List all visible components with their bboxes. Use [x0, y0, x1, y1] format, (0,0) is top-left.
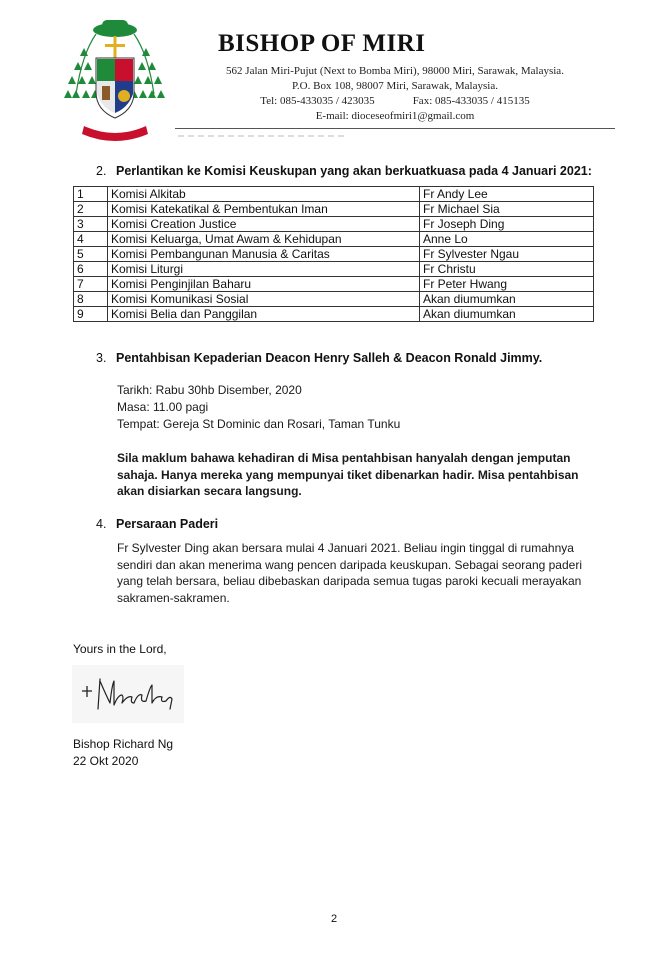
commission-appointee: Anne Lo: [420, 232, 594, 247]
table-row: [74, 202, 594, 217]
table-row: [74, 217, 594, 232]
commission-number: 8: [74, 292, 108, 307]
letter-date: 22 Okt 2020: [73, 754, 139, 768]
closing-salutation: Yours in the Lord,: [73, 642, 167, 656]
commission-name: Komisi Belia dan Panggilan: [108, 307, 420, 322]
commission-appointee: Akan diumumkan: [420, 307, 594, 322]
ordination-date: Tarikh: Rabu 30hb Disember, 2020: [117, 383, 302, 397]
section-3-heading: [96, 351, 542, 365]
commission-number: 9: [74, 307, 108, 322]
signature-area: [72, 665, 184, 723]
letterhead-po-box: P.O. Box 108, 98007 Miri, Sarawak, Malaysia.: [292, 80, 498, 92]
section-number: 2.: [96, 164, 107, 178]
signature-icon: [72, 665, 184, 723]
letterhead-address: 562 Jalan Miri-Pujut (Next to Bomba Miri), 98000 Miri, Sarawak, Malaysia.: [226, 65, 564, 77]
commission-number: 7: [74, 277, 108, 292]
commission-name: Komisi Komunikasi Sosial: [108, 292, 420, 307]
commission-number: 2: [74, 202, 108, 217]
section-title: Perlantikan ke Komisi Keuskupan yang akan berkuatkuasa pada 4 Januari 2021:: [116, 164, 592, 178]
commission-appointee: Fr Peter Hwang: [420, 277, 594, 292]
commission-appointee: Fr Christu: [420, 262, 594, 277]
commission-number: 6: [74, 262, 108, 277]
retirement-paragraph: Fr Sylvester Ding akan bersara mulai 4 Januari 2021. Beliau ingin tinggal di rumahnya sendiri dan akan menerima wang pencen daripada keuskupan. Sebagai seorang paderi yang telah bersara, beliau dibebaskan daripada semua tugas paroki kecuali merayakan sakramen-sakramen.: [117, 541, 582, 605]
ordination-place: Tempat: Gereja St Dominic dan Rosari, Taman Tunku: [117, 417, 401, 431]
commission-appointee: Akan diumumkan: [420, 292, 594, 307]
section-4-heading: [96, 517, 218, 531]
commission-number: 4: [74, 232, 108, 247]
signer-name: Bishop Richard Ng: [73, 737, 174, 751]
commission-appointee: Fr Joseph Ding: [420, 217, 594, 232]
page-number: 2: [330, 913, 338, 925]
diocese-crest-icon: [62, 14, 168, 148]
faint-bleedthrough-line: [178, 135, 348, 137]
table-row: [74, 247, 594, 262]
table-row: [74, 307, 594, 322]
section-number: 3.: [96, 351, 107, 365]
letterhead-title: BISHOP OF MIRI: [218, 30, 426, 57]
letterhead-fax: Fax: 085-433035 / 415135: [412, 95, 530, 107]
section-title: Pentahbisan Kepaderian Deacon Henry Salleh & Deacon Ronald Jimmy.: [116, 351, 543, 365]
table-row: [74, 262, 594, 277]
commission-appointee: Fr Andy Lee: [420, 187, 594, 202]
ordination-notice: Sila maklum bahawa kehadiran di Misa pentahbisan hanyalah dengan jemputan sahaja. Hanya mereka yang mempunyai tiket dibenarkan hadir. Misa pentahbisan akan disiarkan secara langsung.: [117, 451, 579, 498]
section-number: 4.: [96, 517, 107, 531]
section-title: Persaraan Paderi: [116, 517, 219, 531]
letterhead-divider: [175, 128, 615, 129]
commission-name: Komisi Penginjilan Baharu: [108, 277, 420, 292]
commission-appointee: Fr Sylvester Ngau: [420, 247, 594, 262]
letterhead-tel: Tel: 085-433035 / 423035: [260, 95, 375, 107]
table-row: [74, 232, 594, 247]
commission-name: Komisi Pembangunan Manusia & Caritas: [108, 247, 420, 262]
commission-number: 1: [74, 187, 108, 202]
letterhead-contact: [160, 95, 630, 107]
commission-appointee: Fr Michael Sia: [420, 202, 594, 217]
commission-table: [73, 186, 594, 322]
commission-number: 5: [74, 247, 108, 262]
commission-name: Komisi Keluarga, Umat Awam & Kehidupan: [108, 232, 420, 247]
table-row: [74, 292, 594, 307]
ordination-details: [117, 382, 400, 433]
table-row: [74, 277, 594, 292]
ordination-time: Masa: 11.00 pagi: [117, 400, 209, 414]
commission-name: Komisi Liturgi: [108, 262, 420, 277]
commission-number: 3: [74, 217, 108, 232]
commission-name: Komisi Alkitab: [108, 187, 420, 202]
commission-name: Komisi Creation Justice: [108, 217, 420, 232]
table-row: [74, 187, 594, 202]
section-2-heading: [96, 164, 592, 178]
commission-name: Komisi Katekatikal & Pembentukan Iman: [108, 202, 420, 217]
letterhead-email: E-mail: dioceseofmiri1@gmail.com: [315, 110, 475, 122]
